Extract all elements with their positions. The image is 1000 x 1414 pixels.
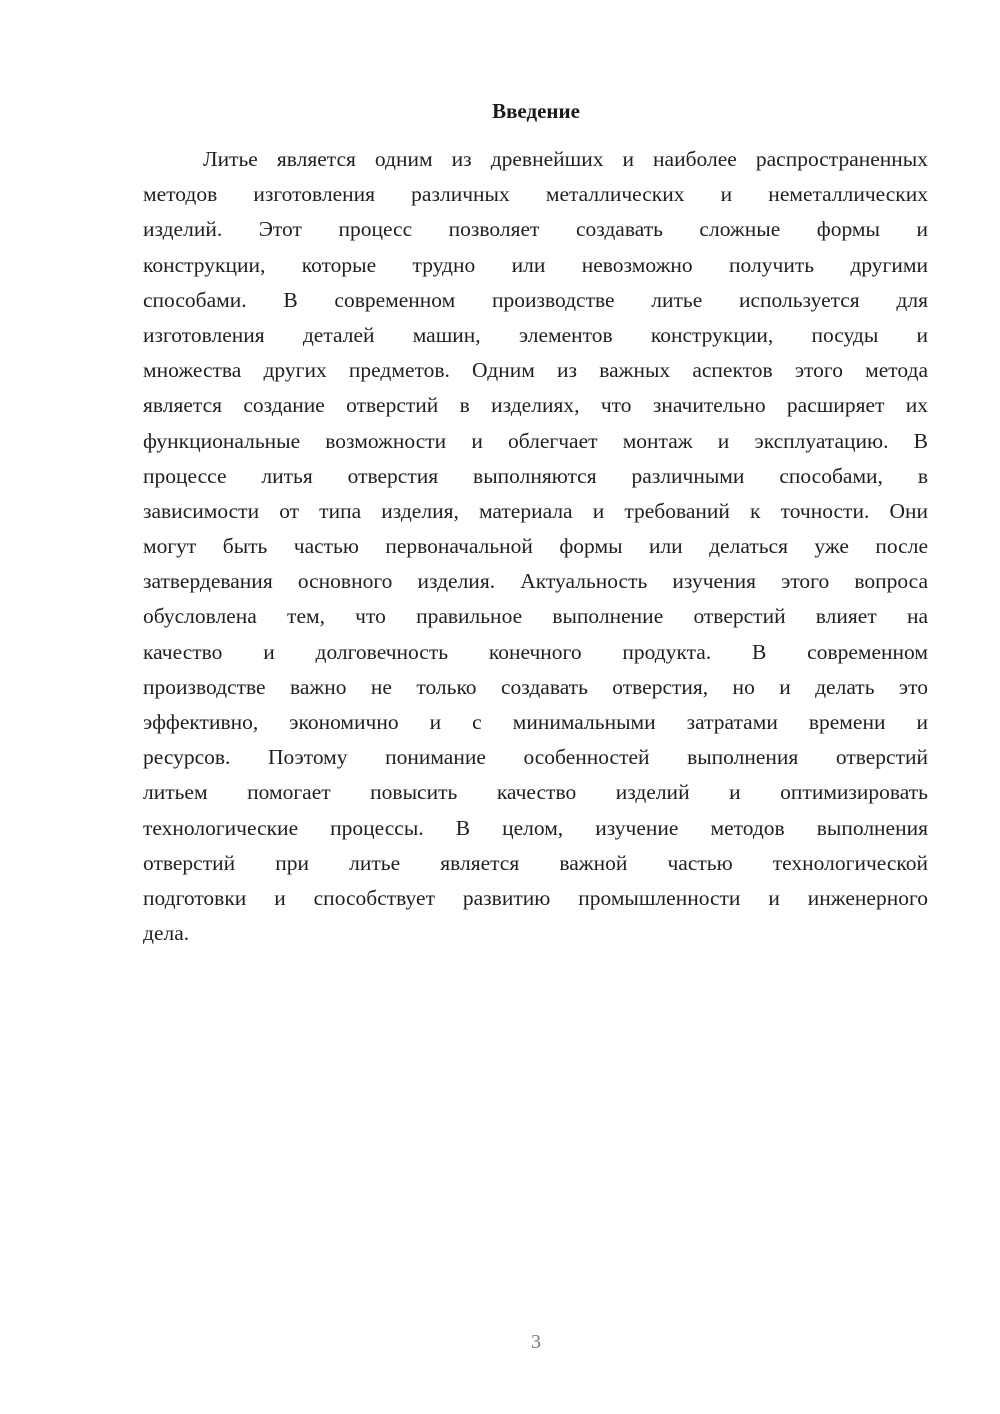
paragraph-line: обусловлена тем, что правильное выполнение отверстий влияет на [143, 604, 928, 629]
paragraph-line: является создание отверстий в изделиях, что значительно расширяет их [143, 393, 928, 418]
paragraph-line: отверстий при литье является важной частью технологической [143, 850, 928, 875]
paragraph-line: функциональные возможности и облегчает монтаж и эксплуатацию. В [143, 428, 928, 453]
paragraph-line: изготовления деталей машин, элементов конструкции, посуды и [143, 322, 928, 347]
paragraph-line: Литье является одним из древнейших и наиболее распространенных [203, 147, 928, 171]
body-paragraph [143, 142, 928, 951]
paragraph-line: процессе литья отверстия выполняются различными способами, в [143, 463, 928, 488]
paragraph-line: технологические процессы. В целом, изучение методов выполнения [143, 815, 928, 840]
paragraph-line: затвердевания основного изделия. Актуальность изучения этого вопроса [143, 569, 928, 594]
paragraph-line: множества других предметов. Одним из важных аспектов этого метода [143, 358, 928, 383]
paragraph-line: методов изготовления различных металлических и неметаллических [143, 182, 928, 207]
paragraph-line: зависимости от типа изделия, материала и требований к точности. Они [143, 498, 928, 523]
page-number: 3 [531, 1331, 541, 1353]
paragraph-line: изделий. Этот процесс позволяет создавать сложные формы и [143, 217, 928, 242]
paragraph-line: эффективно, экономично и с минимальными затратами времени и [143, 710, 928, 734]
paragraph-line: способами. В современном производстве литье используется для [143, 287, 928, 312]
paragraph-line: конструкции, которые трудно или невозможно получить другими [143, 252, 928, 277]
paragraph-line: могут быть частью первоначальной формы или делаться уже после [143, 534, 928, 559]
paragraph-line: подготовки и способствует развитию промышленности и инженерного [143, 885, 928, 910]
paragraph-line: качество и долговечность конечного продукта. В современном [143, 639, 928, 664]
section-heading: Введение [492, 99, 580, 123]
paragraph-line: литьем помогает повысить качество изделий и оптимизировать [143, 780, 928, 805]
paragraph-line: производстве важно не только создавать отверстия, но и делать это [143, 674, 928, 699]
paragraph-line: ресурсов. Поэтому понимание особенностей выполнения отверстий [143, 745, 928, 770]
paragraph-line: дела. [143, 921, 190, 946]
